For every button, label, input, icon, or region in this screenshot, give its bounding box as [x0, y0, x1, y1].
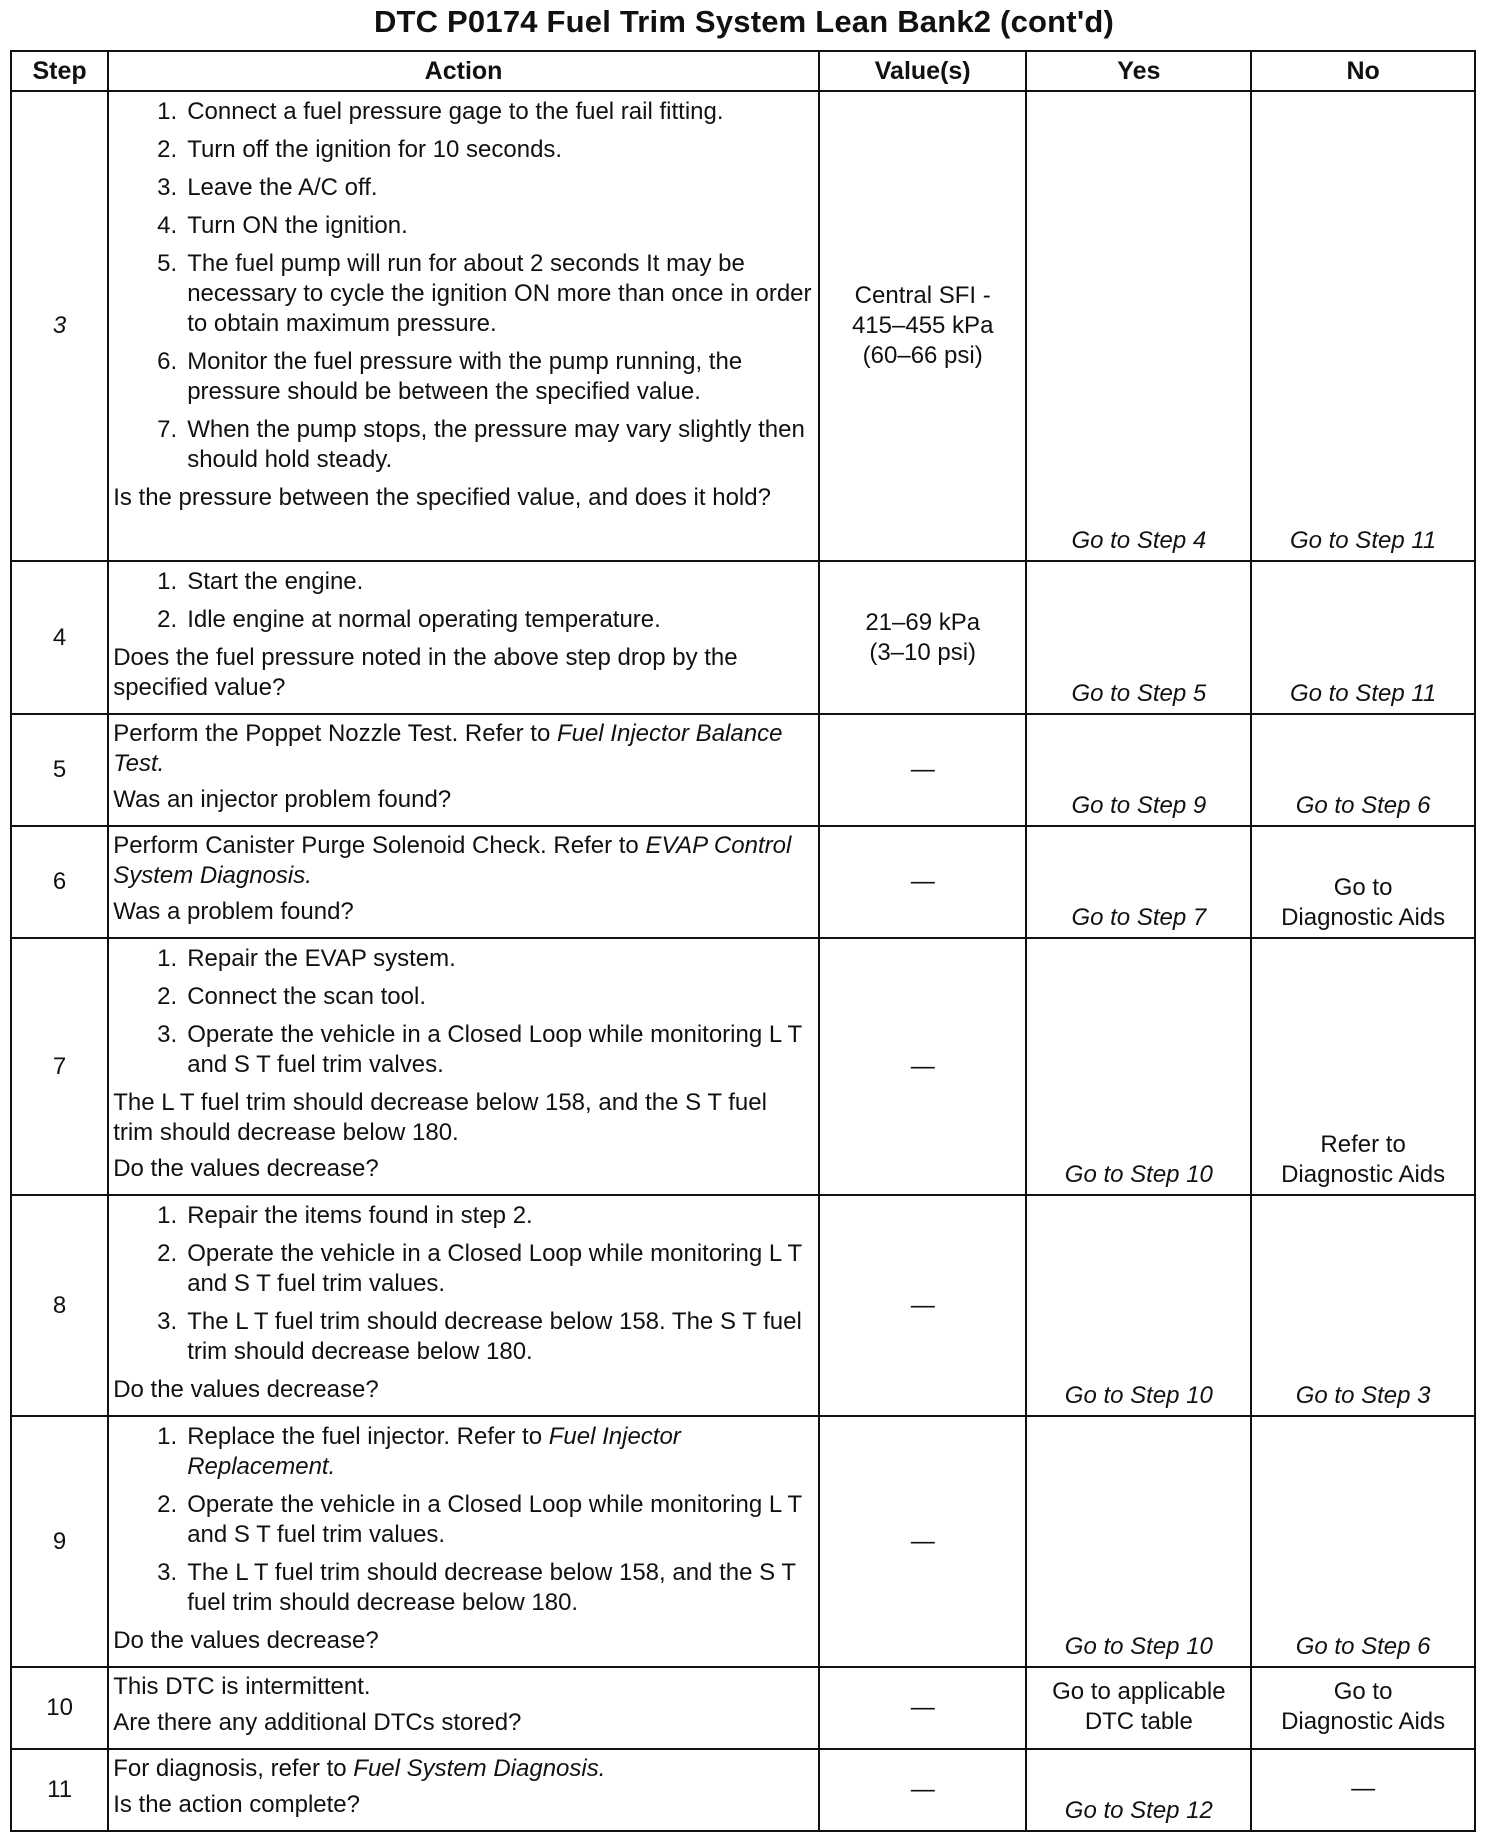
no-cell: Go to Step 3 [1251, 1195, 1475, 1416]
step-number: 3 [11, 91, 108, 561]
no-cell [1251, 1667, 1475, 1749]
value-cell: — [819, 1749, 1027, 1831]
action-note: The L T fuel trim should decrease below 158, and the S T fuel trim should decrease below 180. [113, 1089, 767, 1146]
no-line: Diagnostic Aids [1281, 904, 1446, 931]
action-item: When the pump stops, the pressure may vary slightly then should hold steady. [187, 416, 805, 473]
yes-cell: Go to Step 10 [1026, 1195, 1251, 1416]
value-line: (3–10 psi) [869, 638, 977, 666]
no-cell: Go to Step 6 [1251, 1416, 1475, 1667]
value-cell: — [819, 714, 1027, 826]
step-number: 8 [11, 1195, 108, 1416]
table-row-step-8 [11, 1195, 1475, 1416]
action-cell: 1. Connect a fuel pressure gage to the fuel rail fitting. 2. Turn off the ignition for 10 seconds. 3. Leave the A/C off. 4. Turn ON the ignition. 5. The fuel pump will run for about 2 seconds It may be necessary to cycle the ignition ON more than once in order to obtain maximum pressure. 6. Monitor the fuel pressure with the pump running, the pressure should be between the specified value. 7. When the pump stops, the pressure may vary slightly then should hold steady. Is the pressure between the specified value, and does it hold? [108, 91, 819, 561]
action-item: Turn ON the ignition. [187, 212, 408, 239]
action-cell: 1. Repair the EVAP system. 2. Connect the scan tool. 3. Operate the vehicle in a Closed Loop while monitoring L T and S T fuel trim valves. The L T fuel trim should decrease below 158, and the S T fuel trim should decrease below 180. Do the values decrease? [108, 938, 819, 1195]
value-cell [819, 91, 1027, 561]
step-number: 7 [11, 938, 108, 1195]
value-cell: — [819, 1195, 1027, 1416]
action-question: Does the fuel pressure noted in the above step drop by the specified value? [113, 644, 738, 701]
yes-cell: Go to Step 7 [1026, 826, 1251, 938]
step-number: 5 [11, 714, 108, 826]
action-question: Is the action complete? [113, 1791, 360, 1818]
action-item: Leave the A/C off. [187, 174, 378, 201]
action-cell: 1. Replace the fuel injector. Refer to Fuel Injector Replacement. 2. Operate the vehicle in a Closed Loop while monitoring L T and S T fuel trim values. 3. The L T fuel trim should decrease below 158, and the S T fuel trim should decrease below 180. Do the values decrease? [108, 1416, 819, 1667]
action-question: Was an injector problem found? [113, 786, 452, 813]
header-values: Value(s) [819, 51, 1027, 91]
step-number: 6 [11, 826, 108, 938]
value-cell: — [819, 826, 1027, 938]
action-text: For diagnosis, refer to [113, 1755, 354, 1782]
value-line: 21–69 kPa [865, 608, 981, 636]
action-text: This DTC is intermittent. [113, 1673, 371, 1700]
step-number: 11 [11, 1749, 108, 1831]
step-number: 4 [11, 561, 108, 714]
action-item: The L T fuel trim should decrease below 158, and the S T fuel trim should decrease below 180. [187, 1559, 796, 1616]
action-text: Replace the fuel injector. Refer to [187, 1423, 549, 1450]
action-item: The L T fuel trim should decrease below 158. The S T fuel trim should decrease below 180. [187, 1308, 802, 1365]
action-text: Perform the Poppet Nozzle Test. Refer to [113, 720, 557, 747]
reference-link: Fuel Injector Balance Test. [113, 720, 783, 777]
action-question: Was a problem found? [113, 898, 354, 925]
no-cell: — [1251, 1749, 1475, 1831]
no-cell [1251, 938, 1475, 1195]
table-row-step-6 [11, 826, 1475, 938]
action-item: Repair the items found in step 2. [187, 1202, 533, 1229]
header-row [11, 51, 1475, 91]
action-cell [108, 826, 819, 938]
table-row-step-11 [11, 1749, 1475, 1831]
no-line: Refer to [1320, 1131, 1406, 1158]
no-line: Diagnostic Aids [1281, 1161, 1446, 1188]
value-cell: — [819, 938, 1027, 1195]
reference-link: Fuel System Diagnosis. [353, 1755, 606, 1782]
yes-cell: Go to Step 10 [1026, 1416, 1251, 1667]
no-line: Go to [1333, 874, 1393, 901]
value-line: Central SFI - [854, 282, 991, 309]
header-step: Step [11, 51, 108, 91]
action-question: Do the values decrease? [113, 1376, 379, 1403]
header-no: No [1251, 51, 1475, 91]
no-line: Diagnostic Aids [1281, 1707, 1446, 1735]
action-question: Do the values decrease? [113, 1155, 379, 1182]
value-cell [819, 561, 1027, 714]
yes-cell [1026, 1667, 1251, 1749]
action-item: Start the engine. [187, 568, 364, 595]
action-item: Repair the EVAP system. [187, 945, 456, 972]
no-line: Go to [1333, 1677, 1393, 1705]
action-cell: 1. Repair the items found in step 2. 2. Operate the vehicle in a Closed Loop while monitoring L T and S T fuel trim values. 3. The L T fuel trim should decrease below 158. The S T fuel trim should decrease below 180. Do the values decrease? [108, 1195, 819, 1416]
table-row-step-10 [11, 1667, 1475, 1749]
yes-line: DTC table [1084, 1707, 1193, 1735]
table-row-step-3 [11, 91, 1475, 561]
no-cell: Go to Step 11 [1251, 91, 1475, 561]
action-item: Operate the vehicle in a Closed Loop while monitoring L T and S T fuel trim values. [187, 1240, 802, 1297]
yes-line: Go to applicable [1052, 1677, 1226, 1705]
action-item: Idle engine at normal operating temperature. [187, 606, 661, 633]
action-cell: 1. Start the engine. 2. Idle engine at normal operating temperature. Does the fuel pressure noted in the above step drop by the specified value? [108, 561, 819, 714]
no-cell: Go to Step 6 [1251, 714, 1475, 826]
header-action: Action [108, 51, 819, 91]
value-cell: — [819, 1667, 1027, 1749]
action-cell [108, 714, 819, 826]
yes-cell: Go to Step 5 [1026, 561, 1251, 714]
action-cell [108, 1749, 819, 1831]
action-item: The fuel pump will run for about 2 seconds It may be necessary to cycle the ignition ON more than once in order to obtain maximum pressure. [187, 250, 812, 337]
action-question: Are there any additional DTCs stored? [113, 1709, 522, 1736]
step-number: 10 [11, 1667, 108, 1749]
step-number: 9 [11, 1416, 108, 1667]
value-cell: — [819, 1416, 1027, 1667]
table-row-step-7 [11, 938, 1475, 1195]
action-item: Connect the scan tool. [187, 983, 427, 1010]
no-cell: Go to Step 11 [1251, 561, 1475, 714]
value-line: (60–66 psi) [862, 342, 983, 369]
reference-link: EVAP Control System Diagnosis. [113, 832, 792, 889]
page-title: DTC P0174 Fuel Trim System Lean Bank2 (cont'd) [373, 4, 1115, 39]
no-cell [1251, 826, 1475, 938]
action-text: Perform Canister Purge Solenoid Check. Refer to [113, 832, 646, 859]
yes-cell: Go to Step 9 [1026, 714, 1251, 826]
action-question: Do the values decrease? [113, 1627, 379, 1654]
header-yes: Yes [1026, 51, 1251, 91]
action-question: Is the pressure between the specified value, and does it hold? [113, 484, 771, 511]
action-item: Turn off the ignition for 10 seconds. [187, 136, 563, 163]
table-row-step-9 [11, 1416, 1475, 1667]
action-item: Monitor the fuel pressure with the pump running, the pressure should be between the specified value. [187, 348, 743, 405]
action-item: Connect a fuel pressure gage to the fuel rail fitting. [187, 98, 724, 125]
reference-link: Fuel Injector Replacement. [187, 1423, 681, 1480]
yes-cell: Go to Step 12 [1026, 1749, 1251, 1831]
action-item: Operate the vehicle in a Closed Loop while monitoring L T and S T fuel trim valves. [187, 1021, 802, 1078]
action-cell [108, 1667, 819, 1749]
yes-cell: Go to Step 10 [1026, 938, 1251, 1195]
table-row-step-5 [11, 714, 1475, 826]
value-line: 415–455 kPa [851, 312, 994, 339]
yes-cell: Go to Step 4 [1026, 91, 1251, 561]
table-row-step-4 [11, 561, 1475, 714]
action-item: Operate the vehicle in a Closed Loop while monitoring L T and S T fuel trim values. [187, 1491, 802, 1548]
diagnostic-table [10, 50, 1476, 1832]
